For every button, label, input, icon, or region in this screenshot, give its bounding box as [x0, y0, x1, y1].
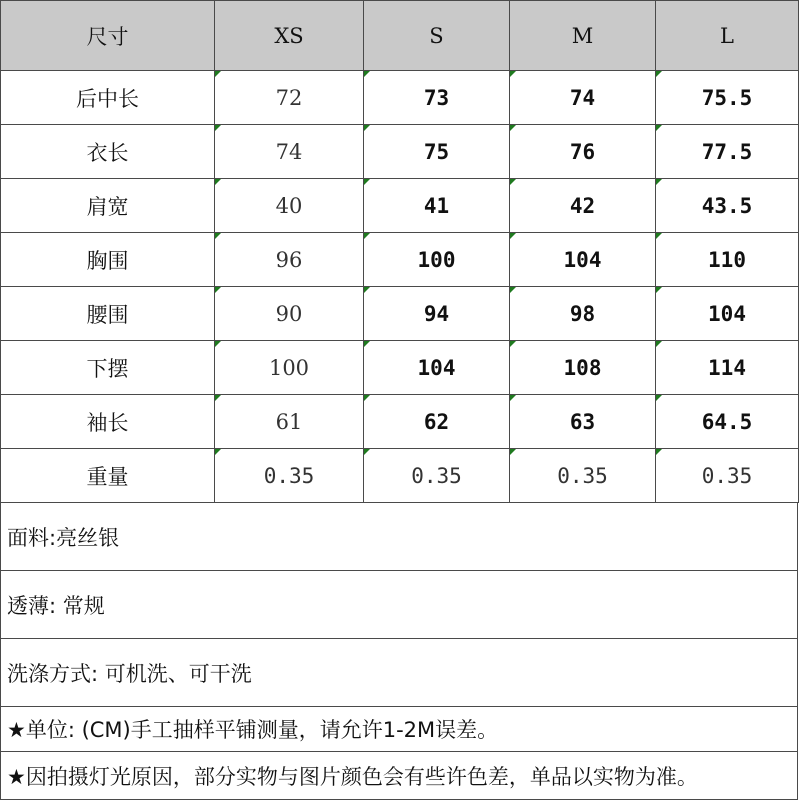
cell-l: 77.5: [656, 125, 799, 179]
cell-marker: [364, 233, 370, 239]
cell-marker: [215, 395, 221, 401]
cell-marker: [510, 179, 516, 185]
cell-marker: [215, 341, 221, 347]
cell-marker: [364, 395, 370, 401]
cell-marker: [364, 179, 370, 185]
cell-l: 0.35: [656, 449, 799, 503]
washing-info: [0, 639, 798, 707]
fabric-info: [0, 503, 798, 571]
cell-l: 104: [656, 287, 799, 341]
row-label: 下摆: [1, 341, 215, 395]
cell-marker: [656, 341, 662, 347]
header-l: L: [656, 1, 799, 71]
cell-s: 62: [364, 395, 510, 449]
cell-marker: [215, 287, 221, 293]
cell-m: 0.35: [510, 449, 656, 503]
cell-marker: [656, 233, 662, 239]
cell-marker: [510, 449, 516, 455]
row-label: 肩宽: [1, 179, 215, 233]
cell-xs: 96: [215, 233, 364, 287]
header-row: [1, 1, 799, 71]
cell-marker: [656, 71, 662, 77]
row-label: 后中长: [1, 71, 215, 125]
cell-l: 110: [656, 233, 799, 287]
cell-xs: 100: [215, 341, 364, 395]
cell-marker: [364, 341, 370, 347]
row-label: 袖长: [1, 395, 215, 449]
cell-marker: [215, 233, 221, 239]
cell-xs: 40: [215, 179, 364, 233]
table-row: [1, 287, 799, 341]
unit-note: [0, 707, 798, 752]
cell-m: 42: [510, 179, 656, 233]
color-disclaimer-text: ★因拍摄灯光原因，部分实物与图片颜色会有些许色差，单品以实物为准。: [7, 764, 698, 789]
table-row: [1, 125, 799, 179]
fabric-text: 面料:亮丝银: [7, 525, 120, 550]
cell-l: 75.5: [656, 71, 799, 125]
cell-s: 75: [364, 125, 510, 179]
cell-xs: 74: [215, 125, 364, 179]
table-row: [1, 449, 799, 503]
cell-marker: [215, 449, 221, 455]
table-row: [1, 341, 799, 395]
cell-marker: [656, 125, 662, 131]
cell-marker: [510, 233, 516, 239]
cell-xs: 0.35: [215, 449, 364, 503]
cell-marker: [364, 71, 370, 77]
cell-marker: [364, 287, 370, 293]
cell-m: 76: [510, 125, 656, 179]
cell-marker: [364, 125, 370, 131]
table-row: [1, 395, 799, 449]
cell-xs: 90: [215, 287, 364, 341]
cell-marker: [364, 449, 370, 455]
cell-marker: [215, 71, 221, 77]
cell-marker: [656, 179, 662, 185]
cell-l: 114: [656, 341, 799, 395]
cell-marker: [510, 395, 516, 401]
cell-m: 98: [510, 287, 656, 341]
table-row: [1, 179, 799, 233]
color-disclaimer: [0, 752, 798, 800]
washing-text: 洗涤方式: 可机洗、可干洗: [7, 661, 252, 686]
thickness-info: [0, 571, 798, 639]
table-row: [1, 233, 799, 287]
unit-note-text: ★单位: (CM)手工抽样平铺测量，请允许1-2M误差。: [7, 718, 499, 742]
cell-marker: [656, 449, 662, 455]
table-row: [1, 71, 799, 125]
header-size: 尺寸: [1, 1, 215, 71]
cell-xs: 61: [215, 395, 364, 449]
cell-l: 43.5: [656, 179, 799, 233]
cell-marker: [510, 287, 516, 293]
cell-s: 100: [364, 233, 510, 287]
cell-marker: [215, 125, 221, 131]
cell-s: 0.35: [364, 449, 510, 503]
cell-marker: [656, 287, 662, 293]
cell-m: 63: [510, 395, 656, 449]
cell-marker: [215, 179, 221, 185]
cell-xs: 72: [215, 71, 364, 125]
row-label: 衣长: [1, 125, 215, 179]
cell-s: 94: [364, 287, 510, 341]
cell-marker: [656, 395, 662, 401]
header-m: M: [510, 1, 656, 71]
row-label: 重量: [1, 449, 215, 503]
header-s: S: [364, 1, 510, 71]
cell-l: 64.5: [656, 395, 799, 449]
cell-s: 104: [364, 341, 510, 395]
row-label: 胸围: [1, 233, 215, 287]
cell-s: 41: [364, 179, 510, 233]
header-xs: XS: [215, 1, 364, 71]
row-label: 腰围: [1, 287, 215, 341]
cell-marker: [510, 125, 516, 131]
cell-m: 104: [510, 233, 656, 287]
cell-marker: [510, 71, 516, 77]
thickness-text: 透薄: 常规: [7, 593, 105, 618]
cell-m: 74: [510, 71, 656, 125]
cell-m: 108: [510, 341, 656, 395]
cell-marker: [510, 341, 516, 347]
cell-s: 73: [364, 71, 510, 125]
